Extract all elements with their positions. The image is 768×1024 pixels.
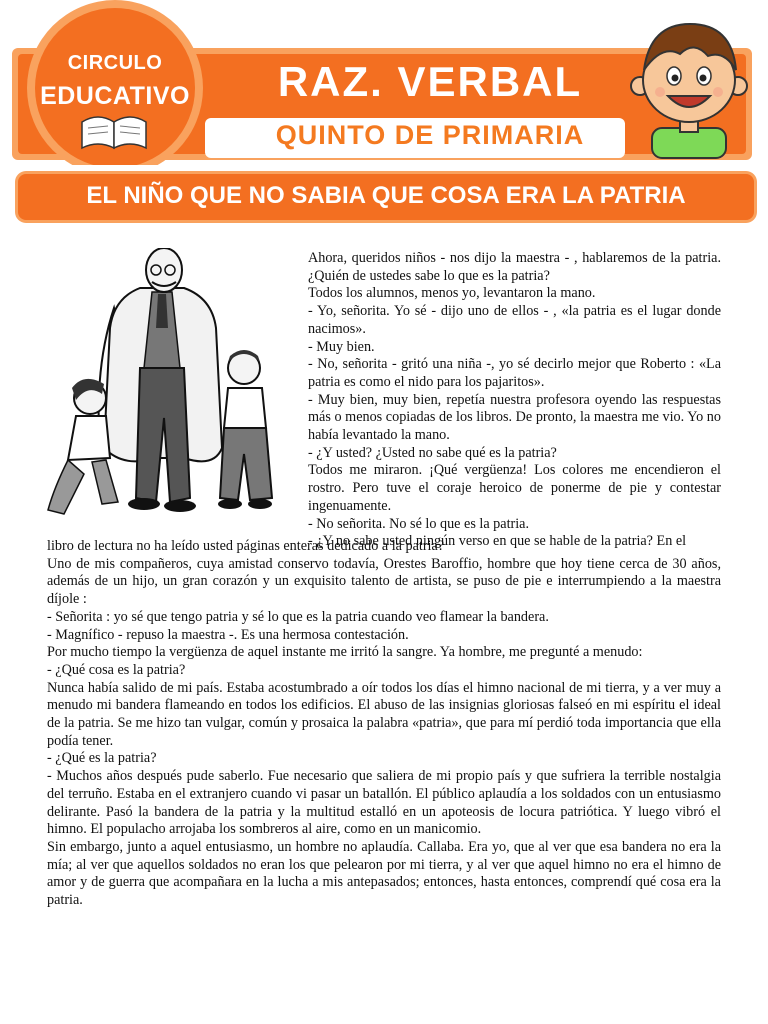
paragraph: - ¿Qué cosa es la patria? [47,661,186,678]
story-text-lower [47,538,721,910]
logo-line-circulo: CIRCULO [67,52,163,74]
paragraph: Uno de mis compañeros, cuya amistad conservo todavía, Orestes Baroffio, hombre que hoy tiene cerca de 30 años, además de un hijo, un gran corazón y un exquisito talento de artista, se puso de pie e interrumpiendo a la maestra díjole : [47,555,721,608]
boy-figure [218,350,272,509]
paragraph: Todos me miraron. ¡Qué vergüenza! Los colores me encendieron el rostro. Pero tuve el coraje heroico de ponerme de pie y contestar ingenuamente. [308,462,721,514]
story-title: EL NIÑO QUE NO SABIA QUE COSA ERA LA PATRIA [86,182,686,209]
story-text-upper [308,250,721,551]
paragraph: Todos los alumnos, menos yo, levantaron la mano. [308,285,596,302]
paragraph: libro de lectura no ha leído usted páginas enteras dedicado a la patria? [47,538,445,554]
book-icon [82,117,146,148]
logo-line-educativo: EDUCATIVO [40,82,190,110]
paragraph: Ahora, queridos niños - nos dijo la maestra - , hablaremos de la patria. ¿Quién de ustedes sabe lo que es la patria? [308,250,721,284]
paragraph: - ¿Qué es la patria? [47,750,157,767]
paragraph: - No, señorita - gritó una niña -, yo sé decirlo mejor que Roberto : «La patria es como el nido para los pajaritos». [308,356,721,390]
paragraph: - Muchos años después pude saberlo. Fue necesario que saliera de mi propio país y que sufriera la terrible nostalgia del terruño. Estaba en el extranjero cuando vi pasar un batallón. El público aplaudía a los soldados con un entusiasmo delirante. Pasó la bandera de la patria y la multitud estalló en un apoteosis de locura patriótica. Y luego vibró el himno. El populacho arrojaba los sombreros al aire, como en un manicomio. [47,768,721,838]
teacher-children-illustration [44,248,300,540]
paragraph: - Señorita : yo sé que tengo patria y sé lo que es la patria cuando veo flamear la bandera. [47,608,549,625]
paragraph: - ¿Y no sabe usted ningún verso en que se hable de la patria? En el [308,533,687,550]
paragraph: - Magnífico - repuso la maestra -. Es una hermosa contestación. [47,626,409,643]
header [0,0,768,165]
paragraph: - Muy bien. [308,338,375,355]
subject-title: RAZ. VERBAL [277,58,583,105]
paragraph: Sin embargo, junto a aquel entusiasmo, un hombre no aplaudía. Callaba. Era yo, que al ver que esa bandera no era la mía; al ver que aquellos soldados no eran los que pelearon por mi tierra, y al ver que aquel himno no era el himno de amor y de guerra que acompañara en la lucha a mis antepasados; entonces, hasta entonces, comprendí qué cosa era la patria. [47,838,721,909]
paragraph: - Yo, señorita. Yo sé - dijo uno de ellos - , «la patria es el lugar donde nacimos». [308,303,721,337]
story-title-bar [18,174,754,220]
paragraph: - No señorita. No sé lo que es la patria. [308,515,530,532]
paragraph: - ¿Y usted? ¿Usted no sabe qué es la patria? [308,444,557,461]
paragraph: Nunca había salido de mi país. Estaba acostumbrado a oír todos los días el himno nacional de mi tierra, y a ver muy a menudo mi bandera flameando en todos los edificios. El abuso de las insignias gloriosas falseó en mi espíritu el ideal de la patria. Se me hizo tan vulgar, común y prosaica la palabra «patria», que para mí perdió toda importancia que ella podía tener. [47,679,721,749]
grade-subtitle: QUINTO DE PRIMARIA [275,120,585,150]
paragraph: Por mucho tiempo la vergüenza de aquel instante me irritó la sangre. Ya hombre, me pregunté a menudo: [47,644,643,661]
teacher-figure [99,248,222,512]
paragraph: - Muy bien, muy bien, repetía nuestra profesora oyendo las respuestas más o menos copiadas de los libros. De pronto, la maestra me vio. Yo no había levantado la mano. [308,391,721,444]
